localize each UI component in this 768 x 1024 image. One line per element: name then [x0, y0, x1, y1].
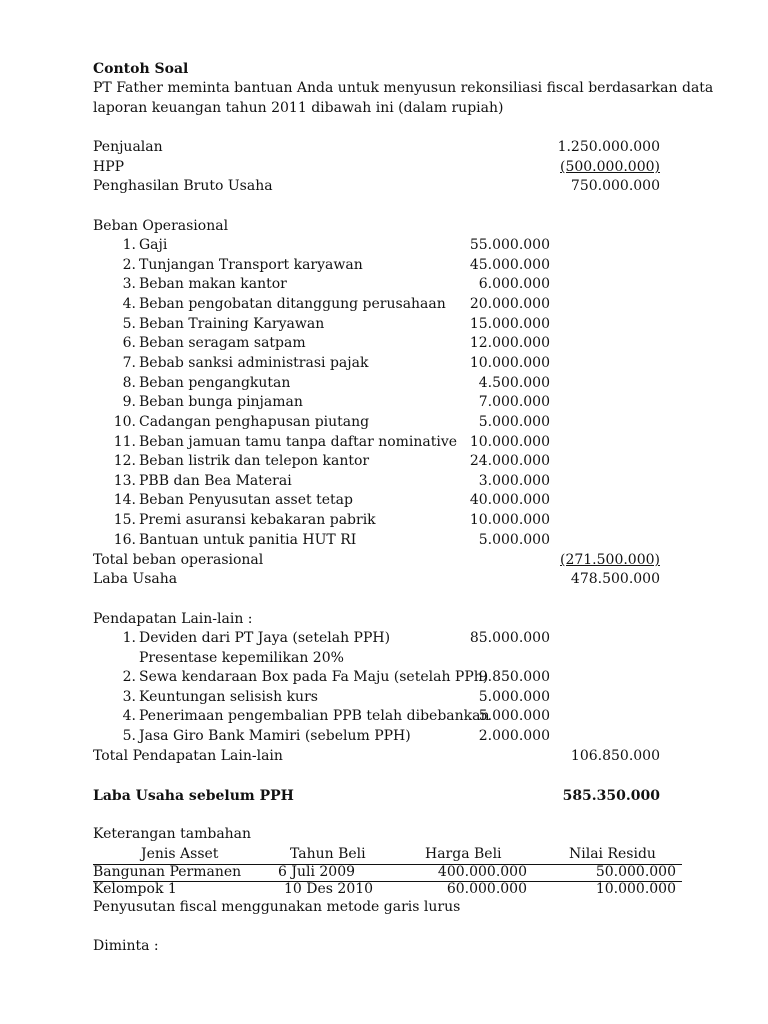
beban-item-no: 5. [122, 315, 136, 332]
beban-item-label: Bebab sanksi administrasi pajak [139, 354, 369, 371]
beban-item-no: 11. [113, 433, 136, 450]
asset-header-jenis: Jenis Asset [141, 846, 219, 862]
beban-item-value: 24.000.000 [469, 453, 550, 470]
beban-item-label: Beban makan kantor [139, 276, 287, 293]
beban-item-no: 1. [122, 237, 136, 253]
pendapatan-item-label: Keuntungan selisish kurs [139, 688, 318, 705]
beban-item-value: 5.000.000 [478, 413, 550, 430]
beban-item-value: 10.000.000 [469, 433, 550, 450]
beban-item-label: Beban listrik dan telepon kantor [139, 453, 370, 470]
bruto-value: 750.000.000 [570, 178, 660, 194]
beban-item-no: 8. [122, 374, 136, 391]
asset-row-divider [93, 881, 682, 882]
hpp-label: HPP [93, 159, 125, 175]
beban-item-value: 10.000.000 [469, 512, 550, 529]
beban-item-value: 20.000.000 [469, 295, 550, 312]
asset-row-1-harga: 400.000.000 [437, 864, 527, 880]
beban-item-no: 7. [122, 354, 136, 371]
pendapatan-item-1-label: Deviden dari PT Jaya (setelah PPH) [139, 630, 391, 646]
beban-item-label: Beban Penyusutan asset tetap [139, 492, 353, 509]
penjualan-label: Penjualan [93, 139, 163, 155]
beban-item-no: 16. [113, 531, 136, 548]
pendapatan-item-value: 9.850.000 [478, 669, 550, 685]
beban-item-no: 2. [122, 256, 136, 273]
pendapatan-item-no: 4. [122, 708, 136, 725]
beban-heading: Beban Operasional [93, 218, 229, 234]
asset-row-1-jenis: Bangunan Permanen [93, 864, 242, 880]
beban-item-label: PBB dan Bea Materai [139, 472, 292, 489]
beban-item-no: 13. [113, 472, 136, 489]
beban-item-value: 40.000.000 [469, 492, 550, 509]
pendapatan-item-label: Penerimaan pengembalian PPB telah dibebankan [139, 708, 490, 725]
pendapatan-item-value: 5.000.000 [478, 708, 550, 725]
beban-item-no: 12. [113, 453, 136, 470]
laba-usaha-value: 478.500.000 [570, 571, 660, 587]
penjualan-value: 1.250.000.000 [557, 139, 660, 155]
beban-item-no: 4. [122, 295, 136, 312]
asset-row-2-tahun: 10 Des 2010 [284, 881, 374, 897]
beban-item-value: 55.000.000 [469, 237, 550, 253]
laba-usaha-label: Laba Usaha [93, 571, 178, 587]
total-pendapatan-value: 106.850.000 [570, 748, 660, 764]
laba-sebelum-pph-label: Laba Usaha sebelum PPH [93, 788, 294, 804]
diminta-label: Diminta : [93, 938, 159, 954]
beban-item-no: 9. [122, 394, 136, 411]
beban-item-no: 3. [122, 276, 136, 293]
asset-row-2-jenis: Kelompok 1 [93, 881, 177, 897]
beban-item-label: Cadangan penghapusan piutang [139, 413, 370, 430]
beban-item-value: 15.000.000 [469, 315, 550, 332]
intro-line-1: PT Father meminta bantuan Anda untuk menyusun rekonsiliasi fiscal berdasarkan data [93, 80, 714, 96]
keterangan-heading: Keterangan tambahan [93, 826, 252, 842]
pendapatan-item-value: 2.000.000 [478, 727, 550, 744]
beban-item-label: Gaji [139, 237, 168, 253]
beban-item-value: 4.500.000 [478, 374, 550, 391]
beban-item-value: 5.000.000 [478, 531, 550, 548]
beban-item-label: Bantuan untuk panitia HUT RI [139, 531, 357, 548]
beban-item-label: Beban pengangkutan [139, 374, 291, 391]
asset-row-2-residu: 10.000.000 [595, 881, 676, 897]
beban-item-label: Beban pengobatan ditanggung perusahaan [139, 295, 446, 312]
pendapatan-item-1-no: 1. [122, 630, 136, 646]
total-beban-label: Total beban operasional [93, 552, 264, 568]
pendapatan-heading: Pendapatan Lain-lain : [93, 611, 253, 627]
asset-header-harga: Harga Beli [425, 846, 502, 862]
beban-item-value: 3.000.000 [478, 472, 550, 489]
pendapatan-item-1-note: Presentase kepemilikan 20% [139, 650, 344, 666]
beban-item-value: 12.000.000 [469, 335, 550, 352]
beban-item-label: Beban Training Karyawan [139, 315, 325, 332]
beban-item-value: 7.000.000 [478, 394, 550, 411]
beban-item-label: Beban bunga pinjaman [139, 394, 303, 411]
hpp-value: (500.000.000) [560, 159, 660, 175]
pendapatan-item-value: 5.000.000 [478, 688, 550, 705]
bruto-label: Penghasilan Bruto Usaha [93, 178, 273, 194]
beban-item-value: 10.000.000 [469, 354, 550, 371]
asset-header-residu: Nilai Residu [569, 846, 656, 862]
beban-item-value: 6.000.000 [478, 276, 550, 293]
pendapatan-item-label: Jasa Giro Bank Mamiri (sebelum PPH) [139, 727, 411, 744]
beban-item-label: Beban seragam satpam [139, 335, 306, 352]
beban-item-label: Premi asuransi kebakaran pabrik [139, 512, 376, 529]
asset-header-tahun: Tahun Beli [290, 846, 366, 862]
pendapatan-item-1-value: 85.000.000 [469, 630, 550, 646]
pendapatan-item-label: Sewa kendaraan Box pada Fa Maju (setelah PPh) [139, 669, 489, 685]
penyusutan-note: Penyusutan fiscal menggunakan metode garis lurus [93, 899, 461, 915]
total-beban-value: (271.500.000) [560, 552, 660, 568]
beban-item-no: 6. [122, 335, 136, 352]
pendapatan-item-no: 5. [122, 727, 136, 744]
beban-item-label: Beban jamuan tamu tanpa daftar nominative [139, 433, 458, 450]
page-title: Contoh Soal [93, 61, 189, 77]
beban-item-label: Tunjangan Transport karyawan [139, 256, 363, 273]
pendapatan-item-no: 3. [122, 688, 136, 705]
intro-line-2: laporan keuangan tahun 2011 dibawah ini (dalam rupiah) [93, 100, 504, 116]
asset-row-1-residu: 50.000.000 [595, 864, 676, 880]
beban-item-no: 14. [113, 492, 136, 509]
total-pendapatan-label: Total Pendapatan Lain-lain [93, 748, 283, 764]
pendapatan-item-no: 2. [122, 669, 136, 685]
beban-item-no: 10. [113, 413, 136, 430]
beban-item-no: 15. [113, 512, 136, 529]
asset-row-2-harga: 60.000.000 [446, 881, 527, 897]
beban-item-value: 45.000.000 [469, 256, 550, 273]
laba-sebelum-pph-value: 585.350.000 [562, 788, 660, 804]
asset-row-1-tahun: 6 Juli 2009 [278, 864, 356, 880]
